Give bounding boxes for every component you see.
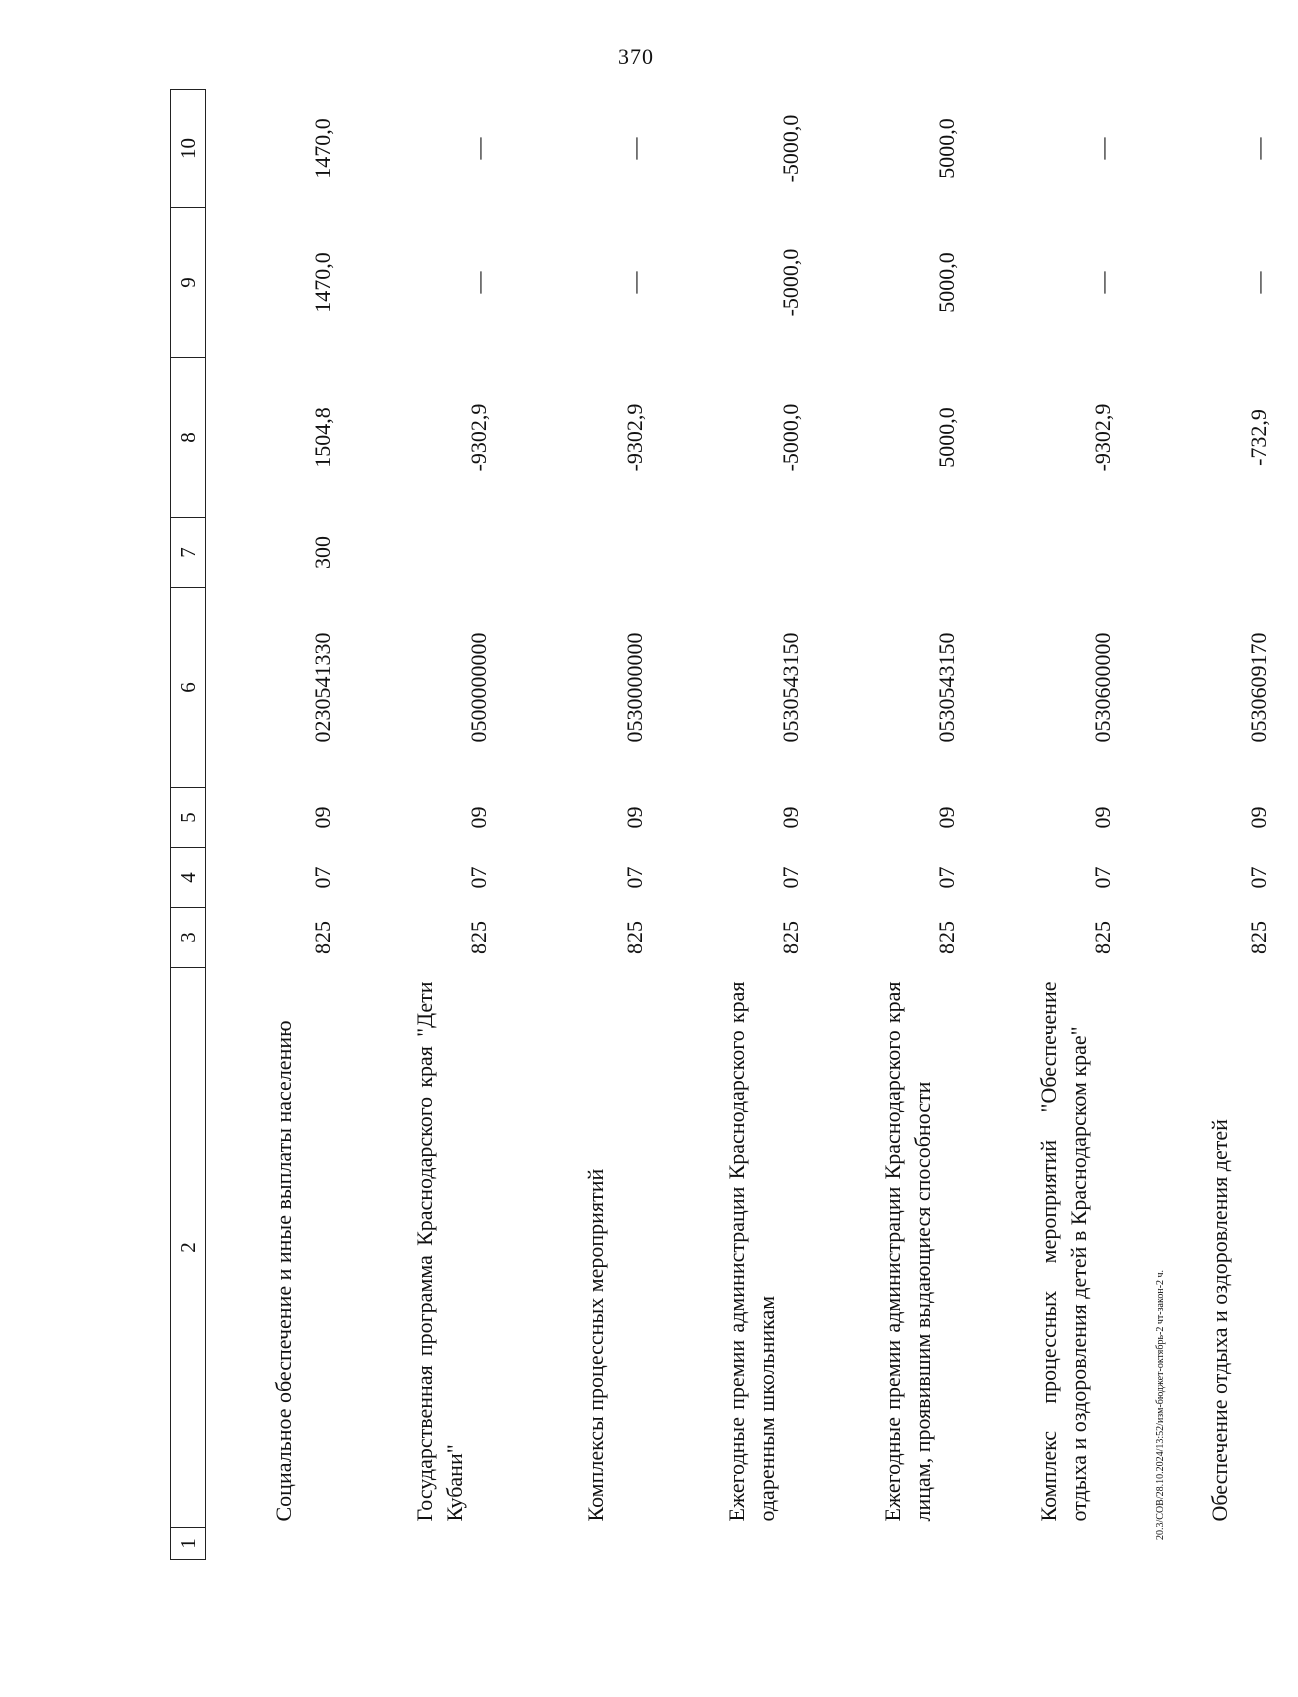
sum-col-9: 1470,0 bbox=[310, 252, 336, 313]
subsection-code: 09 bbox=[310, 806, 336, 829]
sum-col-8: -5000,0 bbox=[778, 403, 804, 472]
subsection-code: 09 bbox=[622, 806, 648, 829]
ministry-code: 825 bbox=[1090, 921, 1116, 954]
section-code: 07 bbox=[622, 866, 648, 889]
sum-col-8: -732,9 bbox=[1246, 409, 1272, 466]
target-code: 0530609170 bbox=[1246, 632, 1272, 743]
subsection-code: 09 bbox=[1246, 806, 1272, 829]
header-cell: 7 bbox=[171, 518, 206, 588]
header-cell: 1 bbox=[171, 1528, 206, 1560]
row-name: Ежегодные премии администрации Краснодарского края лицам, проявившим выдающиеся способности bbox=[880, 981, 935, 1522]
sum-col-8: -9302,9 bbox=[1090, 403, 1116, 472]
ministry-code: 825 bbox=[466, 921, 492, 954]
sum-col-8: 1504,8 bbox=[310, 407, 336, 468]
table-row bbox=[206, 90, 363, 1560]
budget-table-wrapper bbox=[170, 89, 1298, 1560]
expense-type-code bbox=[674, 518, 830, 588]
sum-col-9: — bbox=[1246, 271, 1272, 294]
table-row bbox=[830, 90, 986, 1560]
header-cell: 5 bbox=[171, 788, 206, 848]
section-code: 07 bbox=[466, 866, 492, 889]
sum-col-9: — bbox=[466, 271, 492, 294]
table-row bbox=[674, 90, 830, 1560]
header-cell: 6 bbox=[171, 588, 206, 788]
target-code: 0530543150 bbox=[778, 632, 804, 743]
sum-col-10: — bbox=[1090, 137, 1116, 160]
row-name: Обеспечение отдыха и оздоровления детей bbox=[1207, 1119, 1233, 1522]
target-code: 0530543150 bbox=[934, 632, 960, 743]
sum-col-8: -9302,9 bbox=[622, 403, 648, 472]
sum-col-9: — bbox=[622, 271, 648, 294]
section-code: 07 bbox=[934, 866, 960, 889]
target-code: 0500000000 bbox=[466, 632, 492, 743]
row-name: Комплекс процессных мероприятий "Обеспечение отдыха и оздоровления детей в Краснодарском крае" bbox=[1036, 981, 1091, 1522]
expense-type-code bbox=[986, 518, 1142, 588]
sum-col-10: — bbox=[1246, 137, 1272, 160]
budget-table bbox=[170, 89, 1298, 1560]
table-row bbox=[1142, 90, 1298, 1560]
row-name: Комплексы процессных мероприятий bbox=[583, 1168, 609, 1522]
sum-col-8: 5000,0 bbox=[934, 407, 960, 468]
ministry-code: 825 bbox=[934, 921, 960, 954]
section-code: 07 bbox=[778, 866, 804, 889]
ministry-code: 825 bbox=[1246, 921, 1272, 954]
subsection-code: 09 bbox=[934, 806, 960, 829]
target-code: 0530600000 bbox=[1090, 632, 1116, 743]
sum-col-9: -5000,0 bbox=[778, 248, 804, 317]
sum-col-10: -5000,0 bbox=[778, 114, 804, 183]
header-cell: 2 bbox=[171, 968, 206, 1528]
expense-type-code bbox=[1142, 518, 1298, 588]
header-cell: 3 bbox=[171, 908, 206, 968]
header-cell: 9 bbox=[171, 208, 206, 358]
subsection-code: 09 bbox=[466, 806, 492, 829]
sum-col-10: 5000,0 bbox=[934, 118, 960, 179]
header-cell: 10 bbox=[171, 90, 206, 208]
sum-col-9: — bbox=[1090, 271, 1116, 294]
header-cell: 4 bbox=[171, 848, 206, 908]
table-row bbox=[986, 90, 1142, 1560]
document-stamp: 20.3/СОВ/28.10.2024/13:52/изм-бюджет-октябрь-2 чт-закон-2 ч. bbox=[1155, 1269, 1166, 1540]
sum-col-9: 5000,0 bbox=[934, 252, 960, 313]
expense-type-code bbox=[518, 518, 674, 588]
row-name: Социальное обеспечение и иные выплаты населению bbox=[271, 1020, 297, 1522]
target-code: 0230541330 bbox=[310, 632, 336, 743]
subsection-code: 09 bbox=[1090, 806, 1116, 829]
expense-type-code bbox=[362, 518, 518, 588]
ministry-code: 825 bbox=[778, 921, 804, 954]
sum-col-10: 1470,0 bbox=[310, 118, 336, 179]
section-code: 07 bbox=[310, 866, 336, 889]
subsection-code: 09 bbox=[778, 806, 804, 829]
expense-type-code bbox=[830, 518, 986, 588]
table-row bbox=[518, 90, 674, 1560]
sum-col-8: -9302,9 bbox=[466, 403, 492, 472]
row-name: Ежегодные премии администрации Краснодарского края одаренным школьникам bbox=[724, 981, 779, 1522]
header-cell: 8 bbox=[171, 358, 206, 518]
section-code: 07 bbox=[1246, 866, 1272, 889]
section-code: 07 bbox=[1090, 866, 1116, 889]
ministry-code: 825 bbox=[622, 921, 648, 954]
sum-col-10: — bbox=[466, 137, 492, 160]
page-number: 370 bbox=[618, 44, 654, 69]
ministry-code: 825 bbox=[310, 921, 336, 954]
row-name: Государственная программа Краснодарского края "Дети Кубани" bbox=[412, 981, 467, 1522]
table-row bbox=[362, 90, 518, 1560]
sum-col-10: — bbox=[622, 137, 648, 160]
target-code: 0530000000 bbox=[622, 632, 648, 743]
table-header-row bbox=[171, 90, 206, 1560]
expense-type-code: 300 bbox=[310, 536, 336, 569]
